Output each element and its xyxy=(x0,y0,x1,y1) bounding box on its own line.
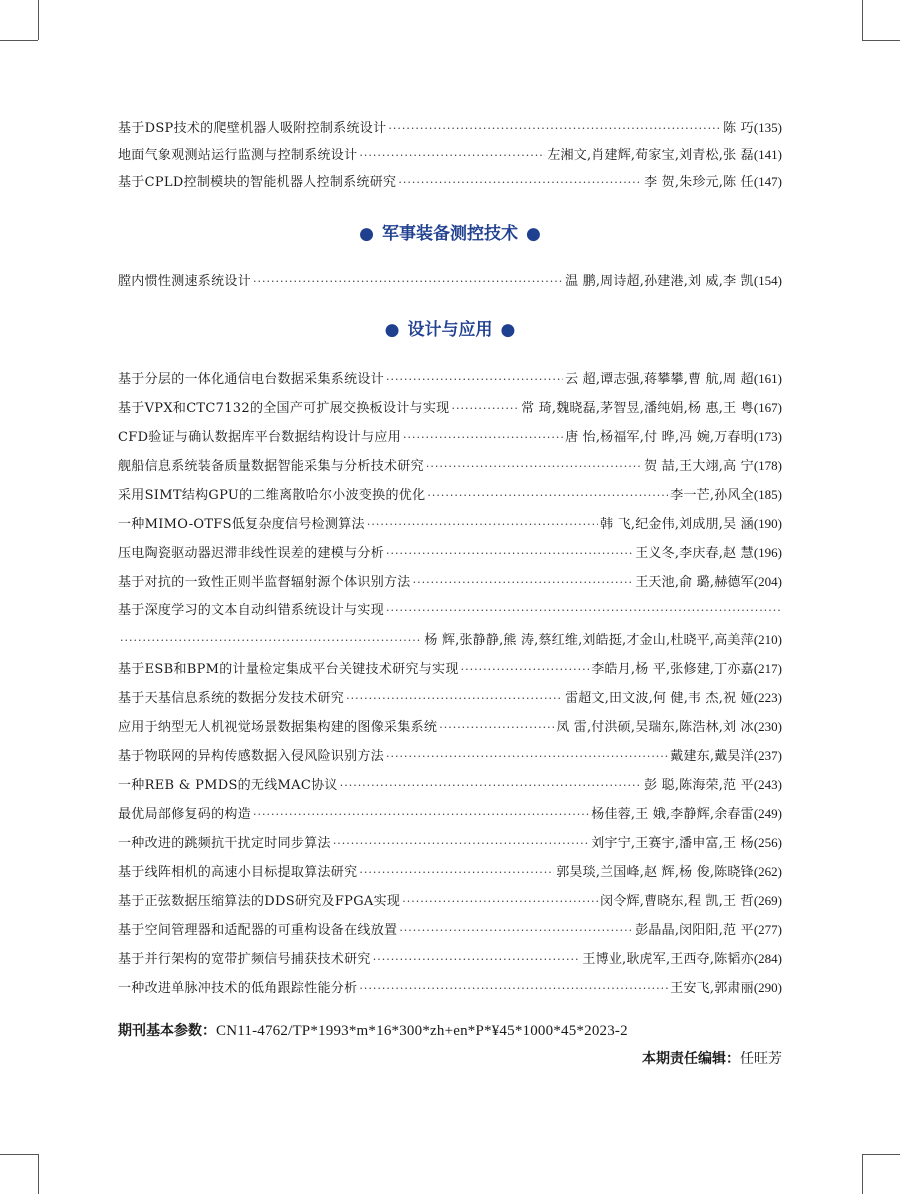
entry-title: 基于空间管理器和适配器的可重构设备在线放置 xyxy=(118,923,398,938)
entry-page: (223) xyxy=(753,690,782,705)
entry-page: (249) xyxy=(753,806,782,821)
toc-entry[interactable] xyxy=(118,803,782,825)
editor-name: 任旺芳 xyxy=(740,1051,782,1067)
entry-page: (217) xyxy=(753,661,782,676)
bullet-icon: ● xyxy=(359,224,374,244)
crop-mark-top-right xyxy=(862,0,864,40)
toc-entry[interactable] xyxy=(118,832,782,854)
entry-title: 一种改进的跳频抗干扰定时同步算法 xyxy=(118,836,331,851)
entry-authors: 雷超文,田文波,何 健,韦 杰,祝 娅 xyxy=(565,691,754,706)
entry-page: (277) xyxy=(753,922,782,937)
toc-entry[interactable] xyxy=(118,426,782,448)
leader-dots xyxy=(386,600,780,622)
toc-entry[interactable] xyxy=(118,716,782,738)
leader-dots xyxy=(461,659,590,681)
crop-mark-bottom-right-h xyxy=(862,1154,900,1156)
entry-authors: 杨佳蓉,王 娥,李静辉,余春雷 xyxy=(591,807,754,822)
entry-page: (256) xyxy=(753,835,782,850)
leader-dots xyxy=(402,891,598,913)
params-label: 期刊基本参数： xyxy=(118,1023,216,1039)
leader-dots xyxy=(333,833,589,855)
entry-title: 一种改进单脉冲技术的低角跟踪性能分析 xyxy=(118,981,358,996)
toc-entry-continuation[interactable] xyxy=(118,629,782,651)
entry-title: CFD验证与确认数据库平台数据结构设计与应用 xyxy=(118,430,401,445)
section-title: 设计与应用 xyxy=(407,320,493,340)
toc-entry[interactable] xyxy=(118,513,782,535)
entry-title: 基于分层的一体化通信电台数据采集系统设计 xyxy=(118,372,385,387)
entry-title: 一种REB & PMDS的无线MAC协议 xyxy=(118,778,338,793)
entry-authors: 戴建东,戴昊洋 xyxy=(670,749,754,764)
entry-authors: 王安飞,郭肃丽 xyxy=(670,981,754,996)
leader-dots xyxy=(373,949,581,971)
entry-title: 基于正弦数据压缩算法的DDS研究及FPGA实现 xyxy=(118,894,401,909)
toc-entry[interactable] xyxy=(118,455,782,477)
entry-authors: 王天池,俞 璐,赫德军 xyxy=(635,575,754,590)
entry-page: (173) xyxy=(753,429,782,444)
toc-entry[interactable] xyxy=(118,542,782,564)
crop-mark-top-right-h xyxy=(862,40,900,42)
entry-page: (167) xyxy=(753,400,782,415)
leader-dots xyxy=(439,717,554,739)
entry-title: 舰船信息系统装备质量数据智能采集与分析技术研究 xyxy=(118,459,424,474)
section-title: 军事装备测控技术 xyxy=(382,224,518,244)
entry-authors: 李皓月,杨 平,张修建,丁亦嘉 xyxy=(591,662,754,677)
toc-entry[interactable] xyxy=(118,948,782,970)
bullet-icon: ● xyxy=(526,224,541,244)
leader-dots xyxy=(451,398,519,420)
toc-entry[interactable] xyxy=(118,571,782,593)
toc-entry[interactable] xyxy=(118,687,782,709)
entry-title: 压电陶瓷驱动器迟滞非线性误差的建模与分析 xyxy=(118,546,385,561)
toc-entry[interactable] xyxy=(118,658,782,680)
entry-authors: 左湘文,肖建辉,荀家宝,刘青松,张 磊 xyxy=(547,148,754,163)
entry-page: (190) xyxy=(753,516,782,531)
entry-page: (185) xyxy=(753,487,782,502)
entry-title: 地面气象观测站运行监测与控制系统设计 xyxy=(118,148,358,163)
crop-mark-bottom-right xyxy=(862,1154,864,1194)
entry-title: 基于物联网的异构传感数据入侵风险识别方法 xyxy=(118,749,385,764)
responsible-editor xyxy=(642,1048,782,1068)
entry-authors: 贺 喆,王大翊,高 宁 xyxy=(644,459,754,474)
entry-title: 采用SIMT结构GPU的二维离散哈尔小波变换的优化 xyxy=(118,488,426,503)
entry-authors: 郭昊琰,兰国峰,赵 辉,杨 俊,陈晓锋 xyxy=(556,865,754,880)
entry-title: 基于并行架构的宽带扩频信号捕获技术研究 xyxy=(118,952,371,967)
entry-title: 一种MIMO-OTFS低复杂度信号检测算法 xyxy=(118,517,365,532)
leader-dots xyxy=(426,456,642,478)
toc-entry[interactable] xyxy=(118,270,782,292)
leader-dots xyxy=(359,145,545,167)
bullet-icon: ● xyxy=(384,320,400,340)
entry-title: 基于CPLD控制模块的智能机器人控制系统研究 xyxy=(118,175,397,190)
entry-authors: 云 超,谭志强,蒋攀攀,曹 航,周 超 xyxy=(565,372,754,387)
entry-title: 基于天基信息系统的数据分发技术研究 xyxy=(118,691,345,706)
entry-authors: 彭 聪,陈海荣,范 平 xyxy=(644,778,754,793)
entry-page: (196) xyxy=(753,545,782,560)
entry-authors: 王博业,耿虎军,王西夺,陈韬亦 xyxy=(582,952,754,967)
toc-entry[interactable] xyxy=(118,117,782,139)
entry-authors: 温 鹏,周诗超,孙建港,刘 威,李 凯 xyxy=(565,274,754,289)
params-value: CN11-4762/TP*1993*m*16*300*zh+en*P*¥45*1000*45*2023-2 xyxy=(216,1023,628,1039)
crop-mark-bottom-left xyxy=(38,1154,40,1194)
entry-page: (243) xyxy=(753,777,782,792)
entry-authors: 李 贺,朱珍元,陈 任 xyxy=(644,175,754,190)
leader-dots xyxy=(367,514,598,536)
entry-authors: 王义冬,李庆春,赵 慧 xyxy=(635,546,754,561)
entry-authors: 李一芒,孙风全 xyxy=(670,488,754,503)
entry-authors: 陈 巧 xyxy=(723,121,754,136)
leader-dots xyxy=(359,978,668,1000)
entry-title: 基于DSP技术的爬壁机器人吸附控制系统设计 xyxy=(118,121,387,136)
toc-entry[interactable] xyxy=(118,745,782,767)
entry-authors: 韩 飞,纪金伟,刘成朋,吴 涵 xyxy=(600,517,754,532)
entry-title: 基于对抗的一致性正则半监督辐射源个体识别方法 xyxy=(118,575,411,590)
toc-entry[interactable] xyxy=(118,919,782,941)
crop-mark-top-left xyxy=(38,0,40,40)
leader-dots xyxy=(253,804,589,826)
entry-authors: 常 琦,魏晓磊,茅智昱,潘纯娟,杨 惠,王 粤 xyxy=(521,401,754,416)
entry-page: (269) xyxy=(753,893,782,908)
leader-dots xyxy=(340,775,642,797)
entry-page: (262) xyxy=(753,864,782,879)
entry-title: 最优局部修复码的构造 xyxy=(118,807,252,822)
toc-entry[interactable] xyxy=(118,600,782,622)
editor-label: 本期责任编辑： xyxy=(642,1051,740,1067)
entry-authors: 杨 辉,张静静,熊 涛,蔡红维,刘皓挺,才金山,杜晓平,高美萍 xyxy=(424,633,754,648)
toc-entry[interactable] xyxy=(118,397,782,419)
leader-dots xyxy=(413,572,634,594)
entry-page: (147) xyxy=(753,174,782,189)
leader-dots xyxy=(386,369,563,391)
entry-page: (204) xyxy=(753,574,782,589)
section-heading-military xyxy=(0,222,900,246)
entry-authors: 闵令辉,曹晓东,程 凯,王 哲 xyxy=(600,894,754,909)
entry-page: (290) xyxy=(753,980,782,995)
entry-title: 基于线阵相机的高速小目标提取算法研究 xyxy=(118,865,358,880)
toc-entry[interactable] xyxy=(118,861,782,883)
bullet-icon: ● xyxy=(500,320,516,340)
toc-entry[interactable] xyxy=(118,368,782,390)
leader-dots xyxy=(253,271,563,293)
leader-dots xyxy=(399,920,633,942)
leader-dots xyxy=(427,485,668,507)
leader-dots xyxy=(398,172,642,194)
entry-page: (237) xyxy=(753,748,782,763)
entry-page: (154) xyxy=(753,273,782,288)
entry-title: 基于ESB和BPM的计量检定集成平台关键技术研究与实现 xyxy=(118,662,459,677)
toc-entry[interactable] xyxy=(118,774,782,796)
toc-entry[interactable] xyxy=(118,484,782,506)
entry-title: 膛内惯性测速系统设计 xyxy=(118,274,252,289)
toc-entry[interactable] xyxy=(118,890,782,912)
entry-authors: 彭晶晶,闵阳阳,范 平 xyxy=(635,923,754,938)
section-heading-design xyxy=(0,318,900,342)
leader-dots xyxy=(120,630,422,652)
toc-entry[interactable] xyxy=(118,977,782,999)
entry-page: (284) xyxy=(753,951,782,966)
entry-page: (230) xyxy=(753,719,782,734)
journal-parameters xyxy=(118,1020,628,1040)
entry-title: 应用于纳型无人机视觉场景数据集构建的图像采集系统 xyxy=(118,720,438,735)
toc-entry[interactable] xyxy=(118,144,782,166)
entry-authors: 刘宇宁,王赛宇,潘申富,王 杨 xyxy=(591,836,754,851)
crop-mark-bottom-left-h xyxy=(0,1154,38,1156)
entry-title: 基于VPX和CTC7132的全国产可扩展交换板设计与实现 xyxy=(118,401,450,416)
entry-authors: 凤 雷,付洪硕,吴瑞东,陈浩林,刘 冰 xyxy=(556,720,754,735)
leader-dots xyxy=(359,862,554,884)
leader-dots xyxy=(403,427,563,449)
leader-dots xyxy=(346,688,563,710)
entry-page: (178) xyxy=(753,458,782,473)
leader-dots xyxy=(386,746,668,768)
entry-title: 基于深度学习的文本自动纠错系统设计与实现 xyxy=(118,603,385,618)
leader-dots xyxy=(388,118,721,140)
entry-page: (161) xyxy=(753,371,782,386)
leader-dots xyxy=(386,543,633,565)
entry-page: (210) xyxy=(753,632,782,647)
toc-entry[interactable] xyxy=(118,171,782,193)
entry-page: (135) xyxy=(753,120,782,135)
entry-page: (141) xyxy=(753,147,782,162)
crop-mark-top-left-h xyxy=(0,40,38,42)
entry-authors: 唐 怡,杨福军,付 晔,冯 婉,万春明 xyxy=(565,430,754,445)
